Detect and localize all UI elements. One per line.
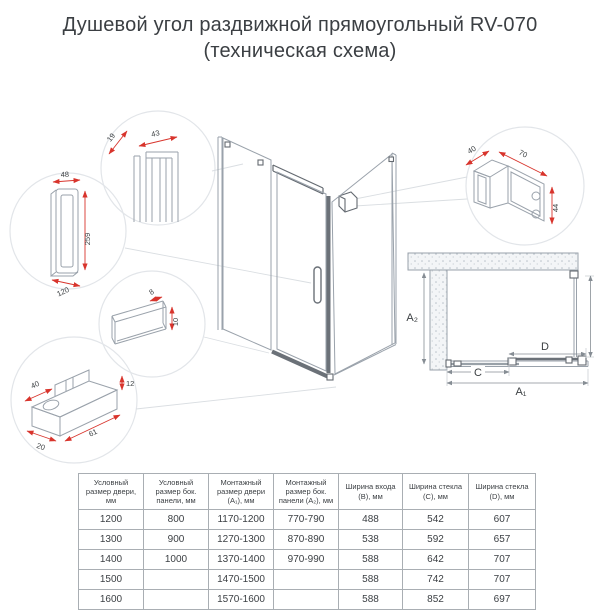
callout-circle-guide (11, 337, 137, 463)
panel-bracket-icon (258, 160, 263, 165)
bottom-roller-icon (327, 374, 333, 380)
col-header-door-mount: Монтажный размер двери (A₁), мм (209, 474, 274, 510)
cell: 852 (403, 590, 469, 610)
cell: 1300 (79, 530, 144, 550)
plan-top-wall (408, 253, 578, 270)
cell: 1370-1400 (209, 550, 274, 570)
dim-label-61: 61 (87, 426, 99, 439)
cell: 770-790 (274, 510, 339, 530)
table-row (79, 550, 536, 570)
col-header-panel-mount: Монтажный размер бок. панели (A₂), мм (274, 474, 339, 510)
cell: 870-890 (274, 530, 339, 550)
cell: 488 (339, 510, 403, 530)
dim-label-259: 259 (83, 232, 92, 246)
cell (274, 570, 339, 590)
plan-label-d: D (541, 341, 549, 353)
cell: 1570-1600 (209, 590, 274, 610)
cell: 1500 (79, 570, 144, 590)
cell: 742 (403, 570, 469, 590)
cell: 707 (469, 550, 536, 570)
technical-diagram (0, 85, 600, 473)
cell: 592 (403, 530, 469, 550)
plan-label-a2: A₂ (406, 312, 418, 324)
cell (144, 570, 209, 590)
cell: 1000 (144, 550, 209, 570)
plan-view (406, 253, 594, 398)
door-handle-icon (314, 267, 321, 303)
cell: 1400 (79, 550, 144, 570)
cell: 697 (469, 590, 536, 610)
table-row (79, 530, 536, 550)
page-title-line1: Душевой угол раздвижной прямоугольный RV-070 (62, 14, 538, 36)
plan-label-a1: A₁ (515, 386, 527, 398)
cell: 607 (469, 510, 536, 530)
cell: 657 (469, 530, 536, 550)
cell: 1200 (79, 510, 144, 530)
main-assembly-drawing (218, 137, 396, 380)
side-bracket-icon (389, 157, 394, 162)
dim-label-12: 12 (126, 379, 135, 388)
cell: 1470-1500 (209, 570, 274, 590)
cell: 1270-1300 (209, 530, 274, 550)
spec-table-header-row (79, 474, 536, 510)
wall-bracket-icon (225, 142, 230, 147)
detail-handle (51, 170, 92, 299)
dim-label-40-guide: 40 (29, 378, 41, 391)
col-header-door-size: Условный размер двери, мм (79, 474, 144, 510)
dim-label-20: 20 (35, 441, 47, 453)
table-row (79, 570, 536, 590)
cell: 588 (339, 570, 403, 590)
callout-circle-corner (466, 127, 584, 245)
page-title (0, 12, 600, 64)
cell: 707 (469, 570, 536, 590)
cell: 1170-1200 (209, 510, 274, 530)
cell: 588 (339, 550, 403, 570)
callout-circle-handle (10, 173, 126, 289)
dim-label-10: 10 (171, 317, 180, 327)
plan-left-wall (430, 270, 447, 370)
dim-label-70: 70 (517, 147, 529, 160)
col-header-glass-c: Ширина стекла (C), мм (403, 474, 469, 510)
dim-label-120: 120 (55, 285, 71, 299)
dim-label-43: 43 (150, 128, 161, 139)
cell: 588 (339, 590, 403, 610)
col-header-entry-width: Ширина входа (B), мм (339, 474, 403, 510)
detail-bottom-guide (25, 370, 134, 452)
callout-leader-lines (125, 164, 467, 409)
cell: 900 (144, 530, 209, 550)
cell: 642 (403, 550, 469, 570)
page-title-line2: (техническая схема) (203, 40, 397, 62)
cell: 1600 (79, 590, 144, 610)
detail-wall-profile (105, 128, 178, 222)
dim-label-48: 48 (60, 169, 70, 180)
cell: 538 (339, 530, 403, 550)
dim-label-8: 8 (147, 287, 156, 297)
table-row (79, 510, 536, 530)
col-header-panel-size: Условный размер бок. панели, мм (144, 474, 209, 510)
dim-label-19: 19 (104, 131, 118, 144)
corner-fitting-icon (339, 192, 357, 212)
plan-wall-bracket-icon (570, 271, 578, 278)
dim-label-44: 44 (551, 203, 560, 213)
spec-table (78, 473, 536, 610)
cell: 800 (144, 510, 209, 530)
bottom-rail (272, 352, 331, 379)
plan-label-c: C (474, 367, 482, 379)
cell: 542 (403, 510, 469, 530)
detail-corner-bracket (466, 144, 560, 224)
col-header-glass-d: Ширина стекла (D), мм (469, 474, 536, 510)
cell: 970-990 (274, 550, 339, 570)
detail-tube (112, 287, 180, 344)
dim-label-40-corner: 40 (465, 143, 478, 156)
